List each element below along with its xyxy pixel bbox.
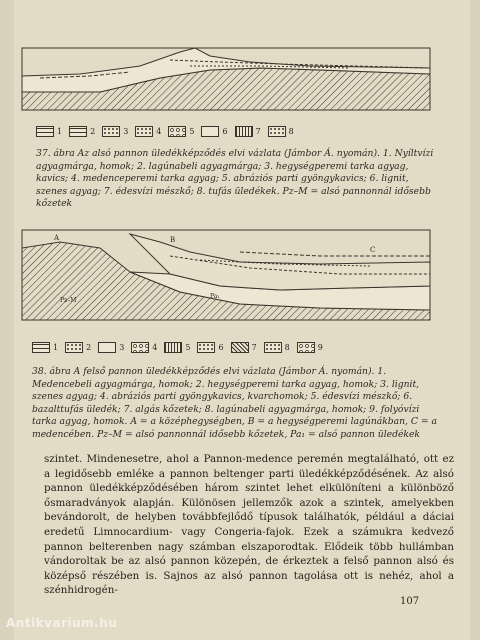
watermark-logo: Antikvarium.hu — [6, 616, 118, 630]
legend-item — [235, 126, 261, 137]
legend-item — [168, 126, 194, 137]
figure-37-diagram — [20, 38, 434, 114]
legend-swatch — [98, 342, 116, 353]
legend-swatch — [197, 342, 215, 353]
legend-swatch — [69, 126, 87, 137]
legend-swatch — [235, 126, 253, 137]
legend-swatch — [36, 126, 54, 137]
legend-number: 4 — [156, 127, 162, 136]
legend-swatch — [131, 342, 149, 353]
legend-number: 2 — [86, 343, 92, 352]
body-text — [44, 452, 454, 598]
figure-38-legend — [32, 342, 330, 353]
legend-item — [197, 342, 223, 353]
book-page — [14, 0, 470, 640]
legend-number: 8 — [284, 343, 290, 352]
legend-item — [201, 126, 227, 137]
legend-number: 7 — [255, 127, 261, 136]
legend-item — [297, 342, 323, 353]
legend-number: 8 — [288, 127, 294, 136]
legend-number: 3 — [119, 343, 125, 352]
label-c: C — [370, 246, 376, 254]
legend-swatch — [168, 126, 186, 137]
figure-37-legend — [36, 126, 301, 137]
legend-swatch — [297, 342, 315, 353]
label-pz-m: Pz–M — [60, 297, 77, 304]
legend-item — [231, 342, 257, 353]
legend-swatch — [231, 342, 249, 353]
figure-38-caption: 38. ábra A felső pannon üledékképződés elvi vázlata (Jámbor Á. nyomán). 1. Medencebeli agyagmárga, homok; 2. hegységperemi tarka agyag, homok; 3. lignit, szenes agyag; 4. abráziós parti gyöngykavics, kvarchomok; 5. édesvízi mészkő; 6. bazalttufás üledék; 7. algás kőzetek; 8. lagúnabeli agyagmárga, homok; 9. folyóvízi tarka agyag, homok. A = a középhegységben, B = a hegységperemi lagúnákban, C = a medencében. Pz–M = alsó pannonnál idősebb kőzetek, Pa₁ = alsó pannon üledékek — [32, 366, 437, 440]
legend-item — [264, 342, 290, 353]
label-b: B — [170, 236, 176, 244]
legend-item — [69, 126, 95, 137]
legend-number: 3 — [123, 127, 129, 136]
label-a: A — [54, 234, 60, 242]
legend-number: 9 — [317, 343, 323, 352]
legend-item — [135, 126, 161, 137]
legend-number: 7 — [251, 343, 257, 352]
page-number: 107 — [400, 596, 420, 607]
legend-item — [164, 342, 190, 353]
legend-swatch — [201, 126, 219, 137]
figure-37-caption: 37. ábra Az alsó pannon üledékképződés elvi vázlata (Jámbor Á. nyomán). 1. Nyíltvízi agyagmárga, homok; 2. lagúnabeli agyagmárga; 3. hegységperemi tarka agyag, kavics; 4. medenceperemi tarka agyag; 5. abráziós parti gyöngykavics; 6. lignit, szenes agyag; 7. édesvízi mészkő; 8. tufás üledékek. Pz–M = alsó pannonnál idősebb kőzetek — [36, 148, 434, 210]
legend-number: 5 — [185, 343, 191, 352]
legend-item — [36, 126, 62, 137]
legend-swatch — [135, 126, 153, 137]
figure-38-diagram — [20, 212, 434, 324]
legend-number: 2 — [90, 127, 96, 136]
body-paragraph: szintet. Mindenesetre, ahol a Pannon-medence peremén megtalálható, ott ez a legidősebb emléke a pannon beltenger parti üledékképződésének. Az alsó pannon üledékképződésében három szintet lehet elkülöníteni a különböző ősmaradványok alapján. Különösen jellemzők azok a szintek, amelyekben bevándorolt, de helyben továbbfejlődő típusok találhatók, például a dáciai eredetű Limnocardium- vagy Congeria-fajok. Ezek a számukra kedvező pannon belterenben nagy számban elszaporodtak. Elődeik több hullámban vándoroltak be az alsó pannon közepén, de érkeztek a felső pannon alsó és középső részében is. Sajnos az alsó pannon tagolása ott is nehéz, ahol a szénhidrogén- — [44, 453, 454, 597]
legend-item — [98, 342, 124, 353]
legend-item — [32, 342, 58, 353]
legend-item — [65, 342, 91, 353]
legend-number: 6 — [222, 127, 228, 136]
legend-swatch — [268, 126, 286, 137]
label-pa1: Pa₁ — [210, 293, 220, 300]
legend-swatch — [102, 126, 120, 137]
legend-item — [102, 126, 128, 137]
legend-number: 1 — [53, 343, 59, 352]
legend-swatch — [164, 342, 182, 353]
legend-item — [131, 342, 157, 353]
legend-item — [268, 126, 294, 137]
legend-swatch — [264, 342, 282, 353]
legend-number: 6 — [218, 343, 224, 352]
legend-swatch — [65, 342, 83, 353]
legend-number: 4 — [152, 343, 158, 352]
legend-number: 5 — [189, 127, 195, 136]
legend-number: 1 — [57, 127, 63, 136]
legend-swatch — [32, 342, 50, 353]
